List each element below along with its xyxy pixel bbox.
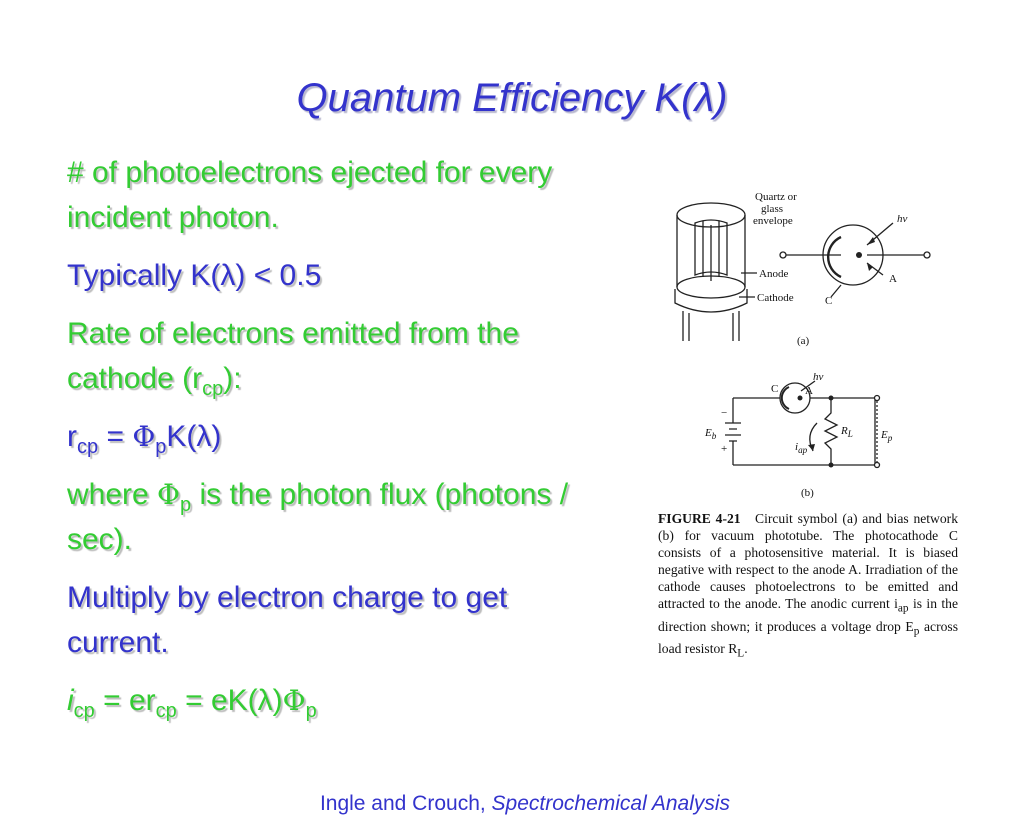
label-c-b: C (771, 383, 779, 395)
caption-heading: FIGURE 4-21 (658, 511, 741, 526)
footer-book-title: Spectrochemical Analysis (491, 792, 731, 815)
caption-text3: across load resistor R (658, 618, 958, 657)
eq2-p-sub: p (305, 700, 317, 722)
label-minus: − (721, 407, 728, 419)
label-ep-text: E (881, 429, 888, 441)
figure-caption (658, 510, 958, 663)
phototube-figure (655, 185, 960, 661)
label-iap-text: i (795, 441, 799, 453)
rate-text-tail: ): (223, 362, 242, 395)
label-anode: Anode (759, 268, 789, 280)
label-quartz: Quartz or (755, 191, 797, 203)
label-ep-sub: p (887, 433, 893, 444)
typical-value-text: Typically K(λ) < 0.5 (67, 259, 322, 292)
rate-text (67, 311, 587, 401)
eq1-r: r (67, 420, 77, 453)
eq2-mid2: = eK(λ) (176, 684, 283, 717)
eq2-i: i (67, 684, 74, 717)
rate-subscript: cp (202, 378, 224, 400)
label-ep (881, 429, 892, 443)
footer-authors: Ingle and Crouch, (319, 792, 492, 815)
rate-equation (67, 414, 587, 459)
circuit-symbol-a (780, 223, 930, 297)
label-eb-text: E (705, 427, 712, 439)
label-panel-a: (a) (797, 335, 810, 347)
label-hv-a: hν (897, 213, 908, 225)
flux-phi: Φ (157, 478, 181, 511)
label-glass: glass (761, 203, 783, 215)
caption-text2: is in the direction shown; it produces a voltage drop E (658, 596, 958, 634)
eq1-cp-sub: cp (77, 436, 99, 458)
label-iap (795, 441, 807, 455)
flux-text-start: where (67, 478, 158, 511)
eq2-cp2-sub: cp (155, 700, 177, 722)
label-panel-b: (b) (801, 487, 814, 499)
label-iap-sub: ap (798, 445, 808, 456)
label-rl-sub: L (847, 429, 853, 440)
citation-footer (0, 792, 1024, 816)
eq2-cp1-sub: cp (73, 700, 95, 722)
caption-text: Circuit symbol (a) and bias network (b) for vacuum phototube. The photocathode C consists of a photosensitive material. It is biased negative with respect to the anode A. Irradiation of the cathode causes photoelectrons to be emitted and attracted to the anode. The anodic current i (658, 511, 958, 611)
caption-iap-sub: ap (897, 602, 909, 615)
eq2-mid1: = er (94, 684, 156, 717)
label-envelope: envelope (753, 215, 793, 227)
label-a-b: A (805, 385, 813, 397)
caption-end: . (744, 641, 748, 657)
flux-text-tail: is the photon flux (photons / sec). (67, 478, 569, 556)
definition-text: # of photoelectrons ejected for every incident photon. (67, 156, 553, 234)
slide-title: Quantum Efficiency K(λ) (296, 76, 728, 120)
eq1-k: K(λ) (166, 420, 222, 453)
flux-p-sub: p (180, 494, 192, 516)
eq1-p-sub: p (155, 436, 167, 458)
label-rl-text: R (841, 425, 848, 437)
slide-body (67, 150, 587, 736)
caption-rl-sub: L (737, 648, 745, 661)
label-rl (841, 425, 853, 439)
rate-text-main: Rate of electrons emitted from the cathode (r (67, 317, 519, 395)
label-anode-a: A (889, 273, 897, 285)
label-cathode-c: C (825, 295, 833, 307)
caption-ep-sub: p (913, 625, 920, 638)
eq1-equals: = (98, 420, 133, 453)
phototube-drawing (675, 203, 757, 341)
label-plus: + (721, 443, 728, 455)
phototube-diagram (655, 185, 960, 510)
charge-text: Multiply by electron charge to get current. (67, 581, 508, 659)
label-hv-b: hν (813, 371, 824, 383)
label-cathode: Cathode (757, 292, 794, 304)
eq1-phi: Φ (132, 420, 156, 453)
label-eb (705, 427, 716, 441)
flux-definition-text (67, 472, 587, 562)
current-equation (67, 678, 587, 723)
label-eb-sub: b (711, 431, 717, 442)
eq2-phi: Φ (282, 684, 306, 717)
